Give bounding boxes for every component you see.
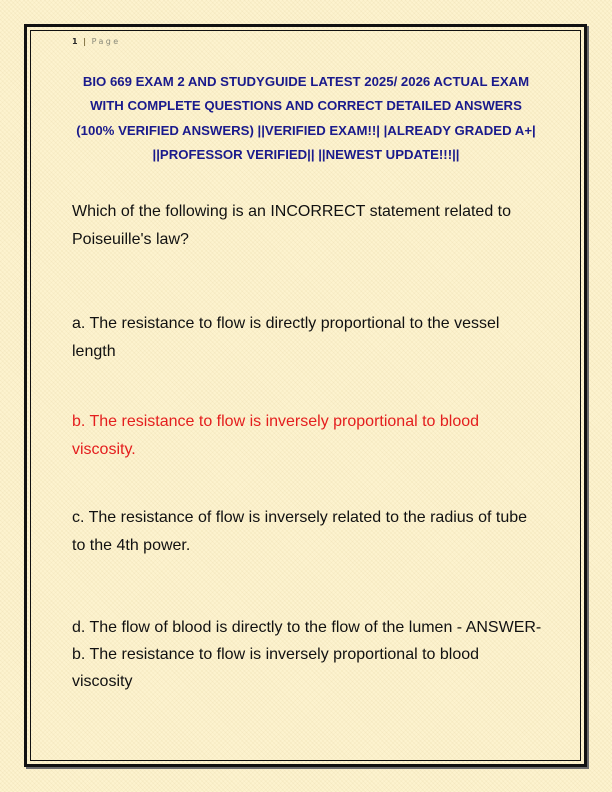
page-header [72, 37, 121, 46]
option-b-highlighted: b. The resistance to flow is inversely proportional to blood viscosity. [72, 413, 480, 458]
option-a: a. The resistance to flow is directly proportional to the vessel length [72, 315, 500, 360]
option-d-with-answer: d. The flow of blood is directly to the flow of the lumen - ANSWER-b. The resistance to flow is inversely proportional to blood viscosity [72, 619, 542, 690]
question-block [72, 198, 542, 695]
page-separator: | [83, 37, 87, 46]
page-label: Page [91, 37, 121, 46]
document-title: BIO 669 EXAM 2 AND STUDYGUIDE LATEST 2025/ 2026 ACTUAL EXAM WITH COMPLETE QUESTIONS AND CORRECT DETAILED ANSWERS (100% VERIFIED ANSWERS) ||VERIFIED EXAM!!| |ALREADY GRADED A+| ||PROFESSOR VERIFIED|| ||NEWEST UPDATE!!!|| [76, 74, 536, 163]
page-number: 1 [72, 37, 79, 46]
option-c: c. The resistance of flow is inversely related to the radius of tube to the 4th power. [72, 509, 528, 554]
question-text: Which of the following is an INCORRECT statement related to Poiseuille's law? [72, 203, 511, 248]
